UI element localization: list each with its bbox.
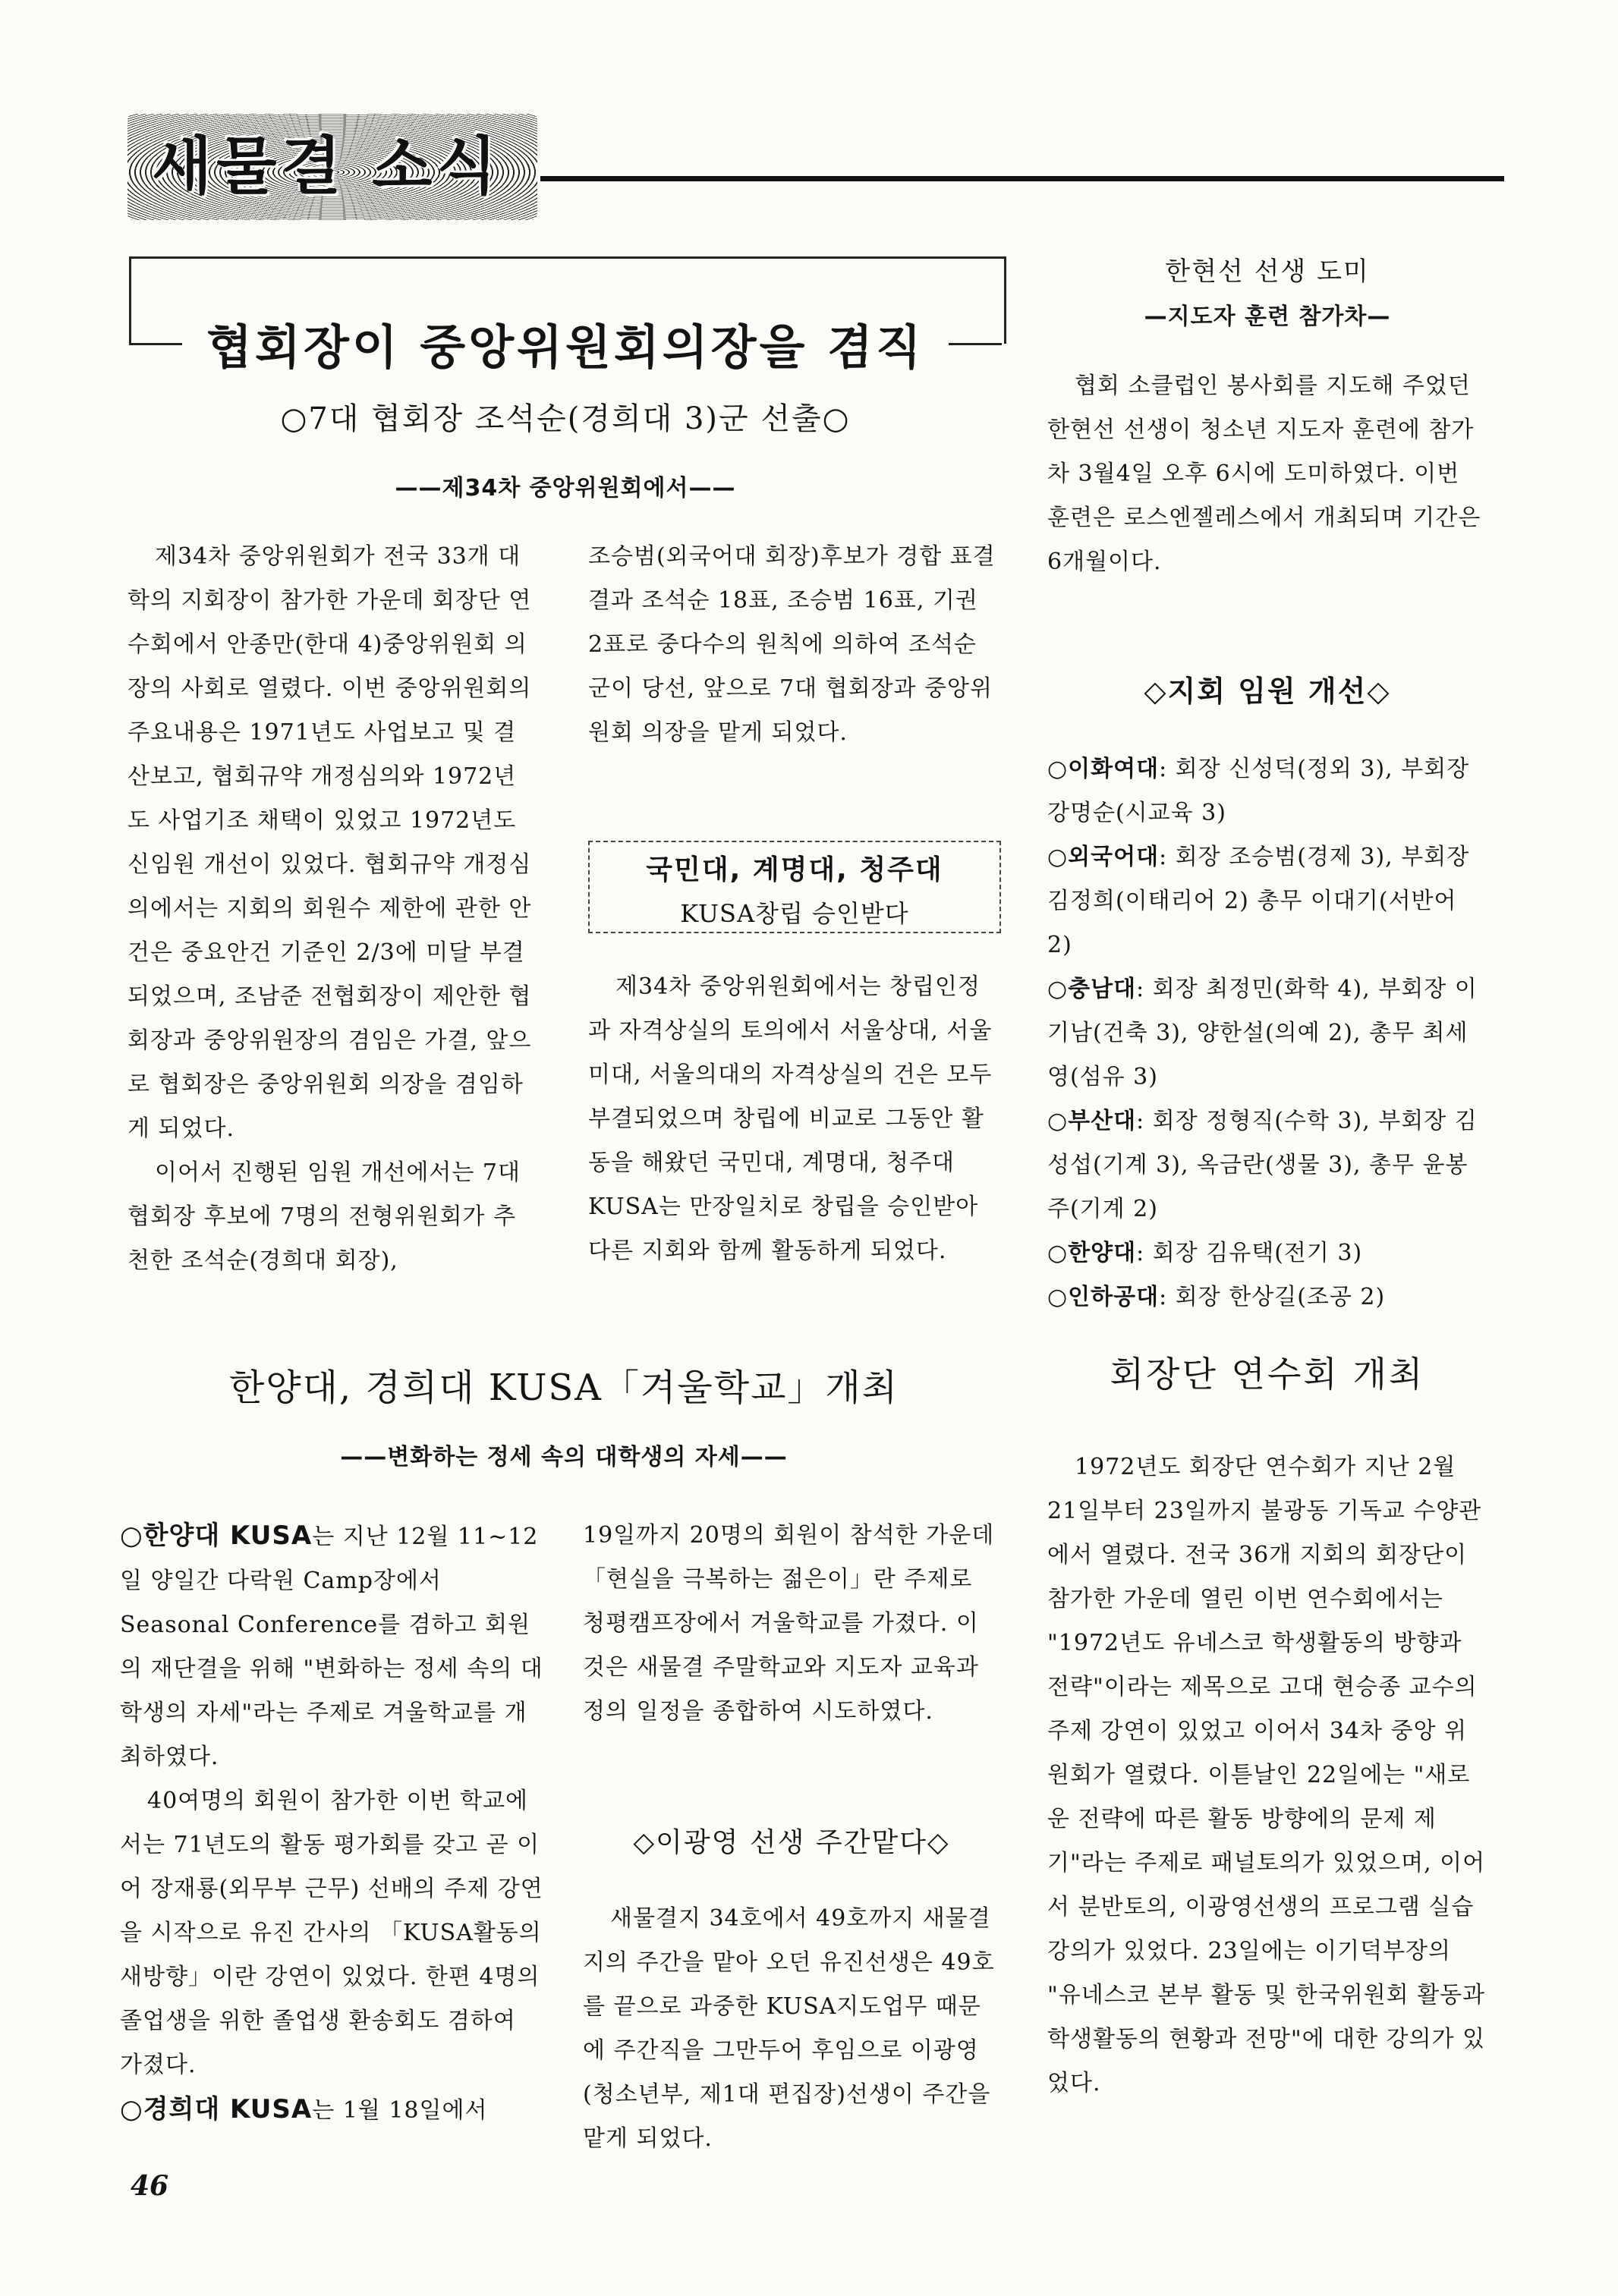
officer-entry — [1047, 967, 1487, 1099]
officer-school: ○한양대 — [1047, 1240, 1137, 1266]
main-article-col2 — [588, 535, 998, 755]
winter-paragraph: 19일까지 20명의 회원이 참석한 가운데 「현실을 극복하는 젊은이」란 주제로 청평캠프장에서 겨울학교를 가졌다. 이것은 새물결 주말학교와 지도자 교육과정의 일정을 종합하여 시도하였다. — [583, 1522, 995, 1725]
main-paragraph: 조승범(외국어대 회장)후보가 경합 표결 결과 조석순 18표, 조승범 16표, 기권 2표로 중다수의 원칙에 의하여 조석순군이 당선, 앞으로 7대 협회장과 중앙위원회 의장을 맡게 되었다. — [588, 543, 996, 746]
main-paragraph: 이어서 진행된 임원 개선에서는 7대 협회장 후보에 7명의 전형위원회가 추천한 조석순(경희대 회장), — [127, 1159, 521, 1274]
winter-article-col2 — [583, 1514, 1000, 1734]
winter-lead: ○한양대 KUSA — [120, 1521, 313, 1551]
kusa-title: 국민대, 계명대, 청주대 — [646, 854, 943, 885]
officer-text: : 회장 조승범(경제 3), 부회장 김정희(이태리어 2) 총무 이대기(서반어 2) — [1047, 844, 1470, 958]
seminar-paragraph: 1972년도 회장단 연수회가 지난 2월 21일부터 23일까지 불광동 기독교 수양관에서 열렸다. 전국 36개 지회의 회장단이 참가한 가운데 열린 이번 연수회에서는 "1972년도 유네스코 학생활동의 방향과 전략"이라는 제목으로 고대 현승종 교수의 주제 강연이 있었고 이어서 34차 중앙 위원회가 열렸다. 이튿날인 22일에는 "새로운 전략에 따른 활동 방향에의 문제 제기"라는 주제로 패널토의가 있었으며, 이어서 분반토의, 이광영선생의 프로그램 실습강의가 있었다. 23일에는 이기덕부장의 "유네스코 본부 활동 및 한국위원회 활동과 학생활동의 현황과 전망"에 대한 강의가 있었다. — [1047, 1454, 1486, 2096]
editor-article — [583, 1897, 1000, 2161]
officer-school: ○인하공대 — [1047, 1284, 1160, 1310]
officer-text: : 회장 정형직(수학 3), 부회장 김성섭(기계 3), 옥금란(생물 3), 총무 윤봉주(기계 2) — [1047, 1108, 1478, 1222]
officer-text: : 회장 최정민(화학 4), 부회장 이기남(건축 3), 양한설(의예 2), 총무 최세영(섬유 3) — [1047, 976, 1478, 1090]
winter-lead: ○경희대 KUSA — [120, 2094, 313, 2125]
main-source-line: ——제34차 중앙위원회에서—— — [395, 475, 736, 502]
main-paragraph: 제34차 중앙위원회가 전국 33개 대학의 지회장이 참가한 가운데 회장단 연수회에서 안종만(한대 4)중앙위원회 의장의 사회로 열렸다. 이번 중앙위원회의 주요내용은 1971년도 사업보고 및 결산보고, 협회규약 개정심의와 1972년도 사업기조 채택이 있었고 1972년도 신임원 개선이 있었다. 협회규약 개정심의에서는 지회의 회원수 제한에 관한 안건은 중요안건 기준인 2/3에 미달 부결되었으며, 조남준 전협회장이 제안한 협회장과 중앙위원장의 겸임은 가결, 앞으로 협회장은 중앙위원회 의장을 겸임하게 되었다. — [127, 543, 532, 1142]
kusa-paragraph: 제34차 중앙위원회에서는 창립인정과 자격상실의 토의에서 서울상대, 서울미대, 서울의대의 자격상실의 건은 모두 부결되었으며 창립에 비교로 그동안 활동을 해왔던 국민대, 계명대, 청주대 KUSA는 만장일치로 창립을 승인받아 다른 지회와 함께 활동하게 되었다. — [588, 973, 993, 1264]
officer-school: ○이화여대 — [1047, 756, 1160, 782]
officer-text: : 회장 한상길(조공 2) — [1159, 1284, 1386, 1310]
visit-subtitle: —지도자 훈련 참가차— — [1144, 304, 1391, 330]
kusa-subtitle: KUSA창립 승인받다 — [680, 899, 909, 928]
winter-text: 는 지난 12월 11~12일 양일간 다락원 Camp장에서 Seasonal Conference를 겸하고 회원의 재단결을 위해 "변화하는 정세 속의 대학생의 자세"라는 주제로 겨울학교를 개최하였다. — [120, 1524, 543, 1770]
editor-title: ◇이광영 선생 주간맡다◇ — [633, 1827, 950, 1858]
seminar-article — [1047, 1445, 1487, 2106]
main-subheadline: ○7대 협회장 조석순(경희대 3)군 선출○ — [280, 401, 851, 436]
visit-title: 한현선 선생 도미 — [1165, 256, 1370, 287]
officer-school: ○충남대 — [1047, 976, 1137, 1002]
seminar-title: 회장단 연수회 개최 — [1110, 1354, 1425, 1395]
winter-text: 40여명의 회원이 참가한 이번 학교에서는 71년도의 활동 평가회를 갖고 곧 이어 장재룡(외무부 근무) 선배의 주제 강연을 시작으로 유진 간사의 「KUSA활동의 새방향」이란 강연이 있었다. 한편 4명의 졸업생을 위한 졸업생 환송회도 겸하여 가졌다. — [120, 1788, 543, 2078]
officer-entry — [1047, 747, 1487, 835]
section-title: 새물결 소식 — [152, 131, 502, 203]
officer-text: : 회장 신성덕(정외 3), 부회장 강명순(시교육 3) — [1047, 756, 1470, 826]
officer-entry — [1047, 1231, 1487, 1275]
page-number: 46 — [131, 2170, 169, 2202]
winter-article-col1 — [120, 1514, 545, 2133]
winter-subtitle: ——변화하는 정세 속의 대학생의 자세—— — [340, 1444, 788, 1470]
officer-entry — [1047, 1275, 1487, 1319]
kusa-article — [588, 965, 998, 1273]
winter-paragraph — [120, 1779, 545, 2087]
officers-list — [1047, 747, 1487, 1319]
visit-paragraph: 협회 소클럽인 봉사회를 지도해 주었던 한현선 선생이 청소년 지도자 훈련에 참가차 3월4일 오후 6시에 도미하였다. 이번 훈련은 로스엔젤레스에서 개최되며 기간은 6개월이다. — [1047, 373, 1481, 575]
officer-text: : 회장 김유택(전기 3) — [1136, 1240, 1363, 1266]
officer-school: ○외국어대 — [1047, 844, 1160, 870]
officer-entry — [1047, 835, 1487, 967]
officer-school: ○부산대 — [1047, 1108, 1137, 1134]
header-rule — [540, 176, 1504, 181]
main-article-col1 — [127, 535, 537, 1283]
kusa-title-box — [588, 841, 1001, 933]
winter-text: 는 1월 18일에서 — [312, 2097, 488, 2124]
winter-paragraph — [120, 2087, 545, 2133]
main-headline: 협회장이 중앙위원회의장을 겸직 — [206, 319, 924, 375]
officer-entry — [1047, 1099, 1487, 1231]
editor-paragraph: 새물결지 34호에서 49호까지 새물결지의 주간을 맡아 오던 유진선생은 49호를 끝으로 과중한 KUSA지도업무 때문에 주간직을 그만두어 후임으로 이광영(청소년부, 제1대 편집장)선생이 주간을 맡게 되었다. — [583, 1905, 995, 2152]
officers-title: ◇지회 임원 개선◇ — [1144, 675, 1391, 708]
visit-article — [1047, 364, 1487, 584]
winter-title: 한양대, 경희대 KUSA「겨울학교」개최 — [228, 1367, 899, 1409]
winter-paragraph — [120, 1514, 545, 1779]
